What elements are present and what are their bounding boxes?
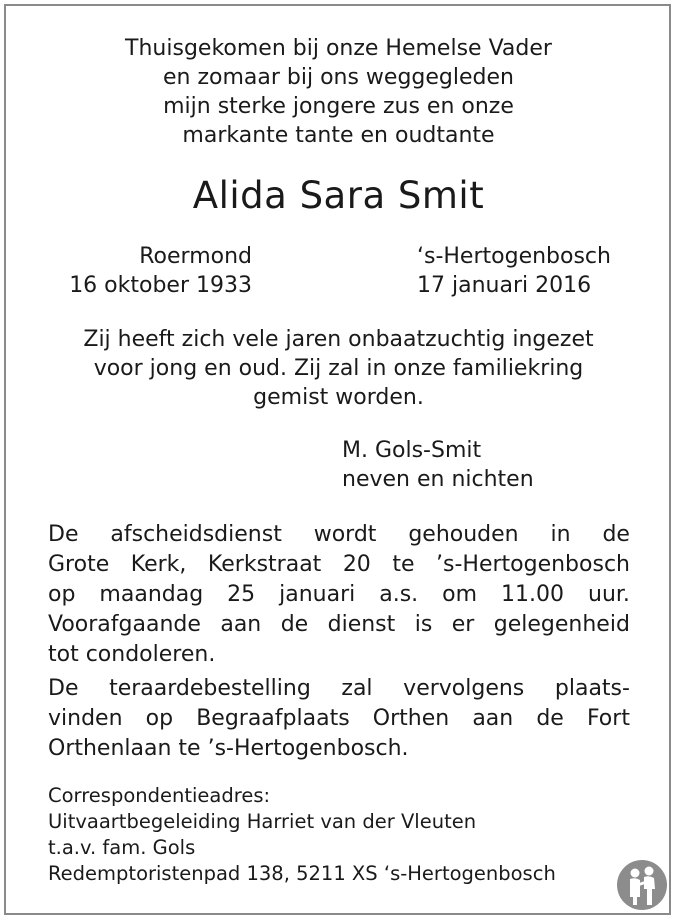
word: wordt (313, 522, 377, 547)
word: Grote (48, 552, 110, 577)
death-info (417, 242, 637, 300)
word: Fort (586, 706, 630, 731)
service-paragraph (48, 520, 630, 670)
service-line (48, 580, 630, 610)
burial-line (48, 674, 630, 704)
word: zal (341, 676, 373, 701)
word: aan (220, 612, 262, 637)
tribute-text (0, 325, 677, 412)
tribute-line: voor jong en oud. Zij zal in onze familiekring (93, 356, 584, 381)
signer: M. Gols-Smit (342, 438, 482, 463)
correspondence-address (48, 783, 556, 887)
word: 20 (342, 552, 371, 577)
word: er (451, 612, 475, 637)
word: 11.00 (501, 582, 565, 607)
burial-paragraph (48, 674, 630, 764)
word: teraardebestelling (109, 676, 311, 701)
word: uur. (588, 582, 630, 607)
word: Kerk, (130, 552, 187, 577)
word: te (392, 552, 415, 577)
intro-line: markante tante en oudtante (182, 123, 495, 148)
word: gelegenheid (493, 612, 630, 637)
word: 25 (227, 582, 256, 607)
correspondence-line: Uitvaartbegeleiding Harriet van der Vleuten (48, 810, 477, 833)
word: gehouden (408, 522, 519, 547)
burial-line: Orthenlaan te ’s-Hertogenbosch. (48, 736, 409, 761)
intro-text (0, 34, 677, 150)
signer: neven en nichten (342, 467, 534, 492)
word: plaats- (554, 676, 630, 701)
word: januari (279, 582, 356, 607)
word: dienst (327, 612, 396, 637)
word: de (536, 706, 564, 731)
tribute-line: gemist worden. (253, 385, 424, 410)
service-line (48, 550, 630, 580)
birth-place: Roermond (139, 244, 252, 269)
word: ’s-Hertogenbosch (436, 552, 630, 577)
word: de (280, 612, 309, 637)
death-place: ‘s-Hertogenbosch (417, 244, 611, 269)
word: op (48, 582, 76, 607)
burial-line (48, 704, 630, 734)
word: aan (472, 706, 514, 731)
figures-emblem-icon (616, 859, 668, 911)
correspondence-line: t.a.v. fam. Gols (48, 836, 196, 859)
word: om (442, 582, 478, 607)
tribute-line: Zij heeft zich vele jaren onbaatzuchtig ingezet (83, 327, 594, 352)
word: a.s. (379, 582, 419, 607)
intro-line: en zomaar bij ons weggegleden (162, 65, 514, 90)
word: vinden (48, 706, 123, 731)
correspondence-line: Correspondentieadres: (48, 784, 271, 807)
word: De (48, 522, 79, 547)
word: Orthen (372, 706, 450, 731)
word: de (602, 522, 630, 547)
word: Voorafgaande (48, 612, 201, 637)
word: maandag (99, 582, 204, 607)
word: Kerkstraat (207, 552, 322, 577)
word: De (48, 676, 79, 701)
word: afscheidsdienst (110, 522, 282, 547)
death-date: 17 januari 2016 (417, 273, 592, 298)
service-line (48, 520, 630, 550)
signers (342, 436, 534, 494)
word: is (414, 612, 433, 637)
deceased-name: Alida Sara Smit (192, 174, 485, 217)
birth-info (48, 242, 252, 300)
service-line (48, 610, 630, 640)
intro-line: Thuisgekomen bij onze Hemelse Vader (125, 36, 552, 61)
service-line: tot condoleren. (48, 642, 216, 667)
word: in (550, 522, 571, 547)
intro-line: mijn sterke jongere zus en onze (163, 94, 514, 119)
word: op (145, 706, 174, 731)
word: vervolgens (403, 676, 525, 701)
word: Begraafplaats (196, 706, 350, 731)
birth-date: 16 oktober 1933 (69, 273, 252, 298)
correspondence-line: Redemptoristenpad 138, 5211 XS ‘s-Hertogenbosch (48, 862, 556, 885)
